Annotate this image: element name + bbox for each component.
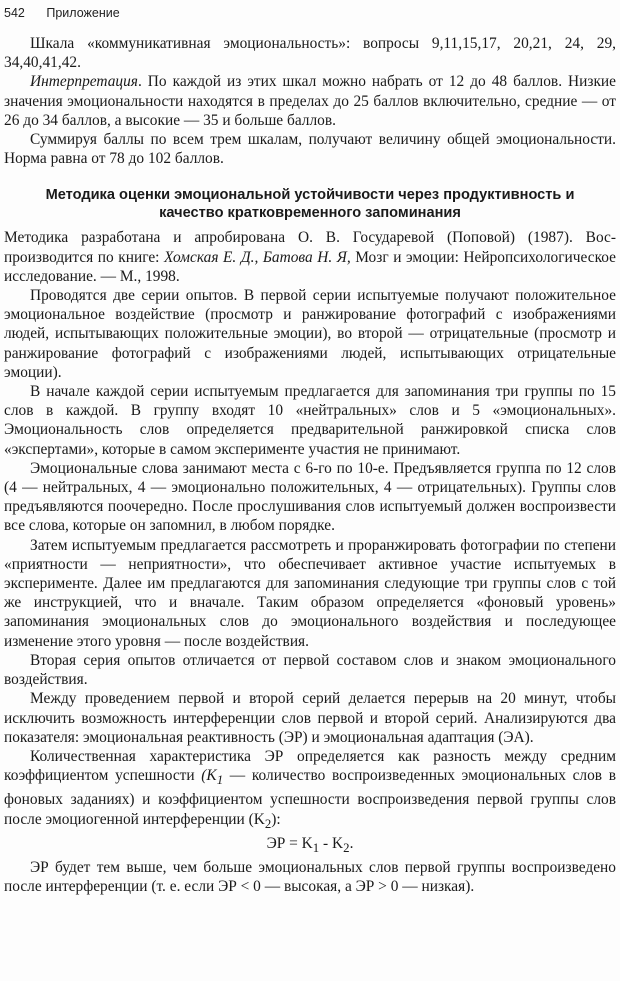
- body-paragraph-series: Проводятся две серии опытов. В первой серии испытуемые получают положительное эмоциональное воздействие (просмотр и ранжирование фотографий с изображениями людей, испытывающих положительные эмоции), во второй — отрицательные (просмотр и ранжирование фотографий с изображениями людей, испытывающих отрицательные эмоции).: [4, 287, 616, 381]
- conclusion-paragraph: ЭР будет тем выше, чем больше эмоциональных слов первой группы воспроизведено после интерференции (т. е. если ЭР < 0 — высокая, а ЭР > 0 — низкая).: [4, 859, 616, 896]
- characteristic-paragraph: [4, 747, 616, 834]
- source-text: Методика разработана и апробирована О. В. Государевой (Поповой) (1987). Воспроизводится по книге:: [4, 229, 616, 266]
- interpretation-paragraph: [4, 72, 616, 130]
- characteristic-end: ):: [271, 810, 281, 828]
- body-paragraph-photos: Затем испытуемым предлагается рассмотреть и проранжировать фотографии по степени «приятности — неприятности», что обеспечивает активное участие испытуемых в эксперименте. Далее им предлагаются для запоминания следующие три группы слов с той же инструкцией, что и вначале. Таким образом определяется «фоновый уровень» запоминания эмоциональных слов до эмоционального воздействия и последующее изменение этого уровня — после воздействия.: [4, 536, 616, 650]
- page-body: [4, 34, 616, 897]
- scale-paragraph: Шкала «коммуникативная эмоциональность»: вопросы 9,11,15,17, 20,21, 24, 29, 34,40,41,42.: [4, 35, 616, 72]
- section-title: Приложение: [46, 6, 120, 20]
- body-paragraph-words: В начале каждой серии испытуемым предлагается для запоминания три группы по 15 слов в каждой. В группу входят 10 «нейтральных» слов и 5 «эмоциональных». Эмоциональность слов определяется предварительной ранжировкой списка слов «экспертами», которые в самом эксперименте участия не принимают.: [4, 383, 616, 458]
- interpretation-label: Интерпретация: [30, 73, 138, 91]
- k2-subscript: 2: [264, 816, 272, 831]
- interpretation-text: . По каждой из этих шкал можно набрать от 12 до 48 баллов. Низкие значения эмоциональности находятся в пределах до 25 баллов включительно, средние — от 26 до 34 баллов, а высокие — 35 и больше баллов.: [4, 73, 616, 129]
- body-paragraph-break: Между проведением первой и второй серий делается перерыв на 20 минут, чтобы исключить возможность интерференции слов первой и второй серий. Анализируются два показателя: эмоциональная реактивность (ЭР) и эмоциональная адаптация (ЭА).: [4, 690, 616, 746]
- body-paragraph-second-series: Вторая серия опытов отличается от первой составом слов и знаком эмоционального воздействия.: [4, 651, 616, 689]
- er-formula: ЭР = $K_1 - K_2$.: [266, 834, 354, 855]
- characteristic-text-2: — количество воспроизведенных эмоциональных слов в фоновых заданиях) и коэффициентом успешности воспроизведения первой группы слов после эмоциогенной интерференции (K: [4, 767, 616, 828]
- source-book: Мозг и эмоции: Нейропсихологическое исследование. — М., 1998.: [4, 248, 616, 285]
- summary-paragraph: Суммируя баллы по всем трем шкалам, получают величину общей эмоциональности. Норма равна от 78 до 102 баллов.: [4, 131, 616, 168]
- characteristic-text: Количественная характеристика ЭР определяется как разность между средним коэффициентом успешности: [4, 747, 616, 785]
- section-heading: Методика оценки эмоциональной устойчивости через продуктивность и качество кратковременного запоминания: [45, 187, 575, 222]
- page-number: 542: [4, 6, 25, 20]
- source-authors: Хомская Е. Д., Батова Н. Я,: [163, 248, 351, 266]
- k1-symbol: ($K_1$: [201, 767, 224, 788]
- running-header: [4, 6, 120, 20]
- source-paragraph: [4, 228, 616, 286]
- body-paragraph-emotional-words: Эмоциональные слова занимают места с 6-го по 10-е. Предъявляется группа по 12 слов (4 — нейтральных, 4 — эмоционально положительных, 4 — отрицательных). Группы слов предъявляются поочередно. После прослушивания слов испытуемый должен воспроизвести все слова, которые он запомнил, в любом порядке.: [4, 459, 616, 535]
